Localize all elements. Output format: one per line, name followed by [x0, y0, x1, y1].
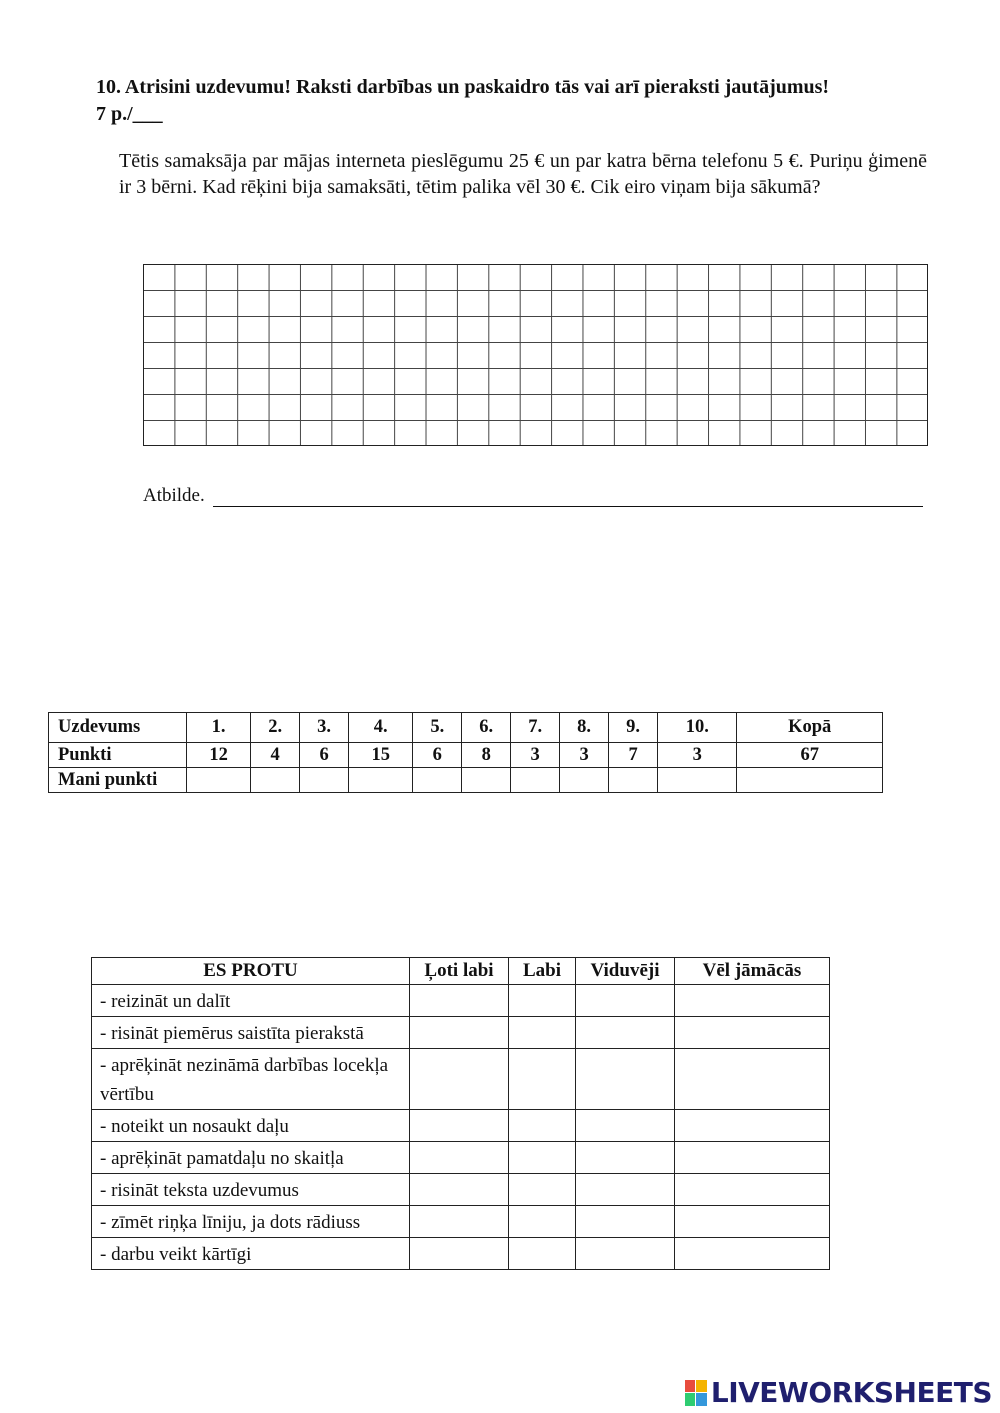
task-number: 1.	[187, 713, 251, 743]
rating-cell[interactable]	[576, 1049, 675, 1110]
rating-cell[interactable]	[509, 985, 576, 1017]
my-points-total-input[interactable]	[737, 768, 883, 793]
task-number: 5.	[413, 713, 462, 743]
task-points-value: 3	[560, 743, 609, 768]
skill-row	[92, 1238, 830, 1270]
header-good: Labi	[509, 958, 576, 985]
skill-row	[92, 1206, 830, 1238]
skill-label: - risināt piemērus saistīta pierakstā	[92, 1017, 410, 1049]
task-points-value: 7	[609, 743, 658, 768]
task-number: 7.	[511, 713, 560, 743]
rating-cell[interactable]	[410, 1017, 509, 1049]
skill-label: - risināt teksta uzdevumus	[92, 1174, 410, 1206]
skill-label: - zīmēt riņķa līniju, ja dots rādiuss	[92, 1206, 410, 1238]
skill-row	[92, 1110, 830, 1142]
task-points: 7 p./___	[96, 103, 163, 125]
task-points-value: 15	[349, 743, 413, 768]
rating-cell[interactable]	[410, 1049, 509, 1110]
header-still-learning: Vēl jāmācās	[675, 958, 830, 985]
my-points-input[interactable]	[560, 768, 609, 793]
rating-cell[interactable]	[410, 1142, 509, 1174]
score-table-row-tasks	[49, 713, 883, 743]
my-points-input[interactable]	[300, 768, 349, 793]
skill-row	[92, 1142, 830, 1174]
task-number: 2.	[251, 713, 300, 743]
rating-cell[interactable]	[509, 1142, 576, 1174]
task-number: 10.	[658, 713, 737, 743]
task-number: 8.	[560, 713, 609, 743]
rating-cell[interactable]	[509, 1110, 576, 1142]
rating-cell[interactable]	[410, 1206, 509, 1238]
rating-cell[interactable]	[576, 1142, 675, 1174]
skill-row	[92, 1049, 830, 1110]
rating-cell[interactable]	[509, 1174, 576, 1206]
answer-label: Atbilde.	[143, 485, 205, 506]
task-text: Tētis samaksāja par mājas interneta pieslēgumu 25 € un par katra bērna telefonu 5 €. Puriņu ģimenē ir 3 bērni. Kad rēķini bija samaksāti, tētim palika vēl 30 €. Cik eiro viņam bija sākumā?	[119, 150, 927, 198]
rating-cell[interactable]	[675, 1017, 830, 1049]
my-points-input[interactable]	[349, 768, 413, 793]
rating-cell[interactable]	[576, 1110, 675, 1142]
rating-cell[interactable]	[509, 1049, 576, 1110]
task-number: 4.	[349, 713, 413, 743]
rating-cell[interactable]	[675, 1110, 830, 1142]
header-very-good: Ļoti labi	[410, 958, 509, 985]
calculation-grid[interactable]	[143, 264, 928, 446]
score-row-label: Punkti	[49, 743, 187, 768]
skill-label: - noteikt un nosaukt daļu	[92, 1110, 410, 1142]
self-assessment-header-row	[92, 958, 830, 985]
task-number: 3.	[300, 713, 349, 743]
task-points-value: 12	[187, 743, 251, 768]
liveworksheets-logo-text: LIVEWORKSHEETS	[710, 1376, 992, 1409]
rating-cell[interactable]	[675, 1049, 830, 1110]
skill-row	[92, 1174, 830, 1206]
task-number: 6.	[462, 713, 511, 743]
rating-cell[interactable]	[576, 1174, 675, 1206]
rating-cell[interactable]	[675, 1238, 830, 1270]
my-points-input[interactable]	[609, 768, 658, 793]
task-total-label: Kopā	[737, 713, 883, 743]
skill-label: - aprēķināt nezināmā darbības locekļa vērtību	[92, 1049, 410, 1110]
rating-cell[interactable]	[509, 1017, 576, 1049]
task-title-text: 10. Atrisini uzdevumu! Raksti darbības un paskaidro tās vai arī pieraksti jautājumus!	[96, 76, 830, 98]
task-points-value: 8	[462, 743, 511, 768]
skill-row	[92, 1017, 830, 1049]
task-title	[96, 74, 936, 128]
skill-label: - darbu veikt kārtīgi	[92, 1238, 410, 1270]
rating-cell[interactable]	[509, 1238, 576, 1270]
rating-cell[interactable]	[410, 985, 509, 1017]
task-points-value: 6	[300, 743, 349, 768]
total-points-value: 67	[737, 743, 883, 768]
rating-cell[interactable]	[675, 1206, 830, 1238]
rating-cell[interactable]	[675, 1142, 830, 1174]
rating-cell[interactable]	[675, 1174, 830, 1206]
my-points-input[interactable]	[511, 768, 560, 793]
task-points-value: 3	[511, 743, 560, 768]
my-points-input[interactable]	[462, 768, 511, 793]
task-points-value: 3	[658, 743, 737, 768]
rating-cell[interactable]	[576, 1017, 675, 1049]
task-number: 9.	[609, 713, 658, 743]
my-points-input[interactable]	[658, 768, 737, 793]
rating-cell[interactable]	[576, 1238, 675, 1270]
rating-cell[interactable]	[410, 1238, 509, 1270]
my-points-input[interactable]	[413, 768, 462, 793]
score-row-label: Mani punkti	[49, 768, 187, 793]
rating-cell[interactable]	[410, 1110, 509, 1142]
score-table-row-points	[49, 743, 883, 768]
skill-label: - aprēķināt pamatdaļu no skaitļa	[92, 1142, 410, 1174]
liveworksheets-logo-icon	[685, 1380, 707, 1406]
score-table-row-my-points	[49, 768, 883, 793]
header-skill: ES PROTU	[92, 958, 410, 985]
rating-cell[interactable]	[410, 1174, 509, 1206]
task-points-value: 6	[413, 743, 462, 768]
rating-cell[interactable]	[576, 985, 675, 1017]
skill-label: - reizināt un dalīt	[92, 985, 410, 1017]
answer-input[interactable]	[213, 484, 923, 507]
header-average: Viduvēji	[576, 958, 675, 985]
skill-row	[92, 985, 830, 1017]
rating-cell[interactable]	[576, 1206, 675, 1238]
my-points-input[interactable]	[251, 768, 300, 793]
my-points-input[interactable]	[187, 768, 251, 793]
score-table	[48, 712, 883, 793]
rating-cell[interactable]	[509, 1206, 576, 1238]
rating-cell[interactable]	[675, 985, 830, 1017]
task-points-value: 4	[251, 743, 300, 768]
liveworksheets-logo	[685, 1376, 992, 1409]
score-row-label: Uzdevums	[49, 713, 187, 743]
answer-line	[143, 484, 923, 507]
self-assessment-table	[91, 957, 830, 1270]
